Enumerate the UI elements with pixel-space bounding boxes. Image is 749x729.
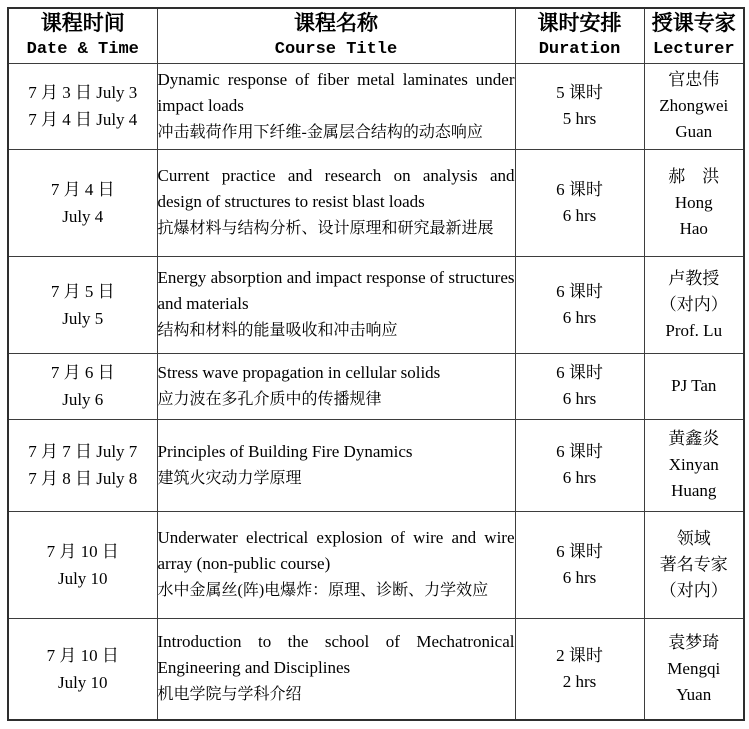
date-line: 7 月 4 日 July 4 — [28, 110, 138, 129]
lecturer-cell — [644, 256, 744, 353]
lecturer-line: Xinyan — [668, 455, 719, 474]
lecturer-line: 领域 — [676, 528, 711, 548]
course-title-zh: 建筑火灾动力学原理 — [157, 469, 302, 487]
date-line: 7 月 6 日 — [50, 363, 115, 382]
duration-cell — [515, 63, 644, 149]
lecturer-line: Huang — [671, 481, 717, 500]
course-title-zh: 机电学院与学科介绍 — [157, 686, 302, 704]
course-row — [8, 618, 744, 720]
duration-en: 6 hrs — [562, 307, 597, 327]
duration-cell — [515, 511, 644, 618]
header-course-title — [157, 8, 515, 63]
date-line: 7 月 4 日 — [50, 179, 115, 199]
lecturer-line: （对内） — [659, 294, 728, 314]
course-title-en: Underwater electrical explosion of wire and wire array (non-public course) — [157, 528, 515, 573]
lecturer-line: 郝 洪 — [668, 166, 720, 186]
header-duration — [515, 8, 644, 63]
title-cell — [157, 256, 515, 353]
date-line: July 5 — [62, 308, 104, 328]
duration-zh: 6 课时 — [556, 281, 603, 301]
date-cell — [8, 511, 157, 618]
duration-en: 5 hrs — [562, 109, 597, 128]
header-duration-en: Duration — [538, 39, 621, 59]
lecturer-cell — [644, 353, 744, 419]
lecturer-line: 官忠伟 — [668, 70, 720, 89]
lecturer-line: Guan — [675, 122, 713, 141]
duration-zh: 6 课时 — [556, 442, 603, 461]
lecturer-line: 著名专家 — [659, 554, 728, 574]
date-cell — [8, 618, 157, 720]
date-line: 7 月 7 日 July 7 — [28, 442, 138, 461]
lecturer-cell — [644, 618, 744, 720]
lecturer-line: PJ Tan — [671, 376, 717, 395]
date-cell — [8, 256, 157, 353]
lecturer-line: Prof. Lu — [665, 320, 723, 340]
course-title-zh: 水中金属丝(阵)电爆炸：原理、诊断、力学效应 — [157, 582, 489, 599]
lecturer-cell — [644, 63, 744, 149]
course-title-en: Stress wave propagation in cellular solids — [157, 362, 441, 382]
course-schedule-table — [7, 7, 745, 721]
header-lecturer — [644, 8, 744, 63]
duration-en: 2 hrs — [562, 671, 597, 691]
date-line: 7 月 10 日 — [46, 541, 119, 561]
course-row — [8, 353, 744, 419]
title-cell — [157, 353, 515, 419]
lecturer-line: Zhongwei — [659, 96, 729, 115]
header-row — [8, 8, 744, 63]
header-course-title-en: Course Title — [274, 39, 398, 59]
duration-cell — [515, 256, 644, 353]
header-lecturer-zh: 授课专家 — [651, 11, 736, 35]
date-line: July 10 — [57, 672, 108, 692]
course-title-zh: 抗爆材料与结构分析、设计原理和研究最新进展 — [157, 220, 494, 237]
date-line: 7 月 5 日 — [50, 281, 115, 301]
duration-en: 6 hrs — [562, 567, 597, 587]
date-line: July 10 — [57, 568, 108, 588]
duration-en: 6 hrs — [562, 389, 597, 408]
duration-en: 6 hrs — [562, 205, 597, 225]
header-date-time-zh: 课程时间 — [40, 11, 125, 35]
date-line: July 4 — [62, 206, 104, 226]
header-course-title-zh: 课程名称 — [294, 11, 378, 35]
course-title-zh: 结构和材料的能量吸收和冲击响应 — [157, 322, 398, 339]
course-title-en: Principles of Building Fire Dynamics — [157, 441, 413, 461]
date-cell — [8, 419, 157, 511]
date-cell — [8, 353, 157, 419]
duration-cell — [515, 419, 644, 511]
duration-cell — [515, 149, 644, 256]
title-cell — [157, 149, 515, 256]
course-row — [8, 149, 744, 256]
date-line: July 6 — [62, 390, 104, 409]
course-row — [8, 511, 744, 618]
date-line: 7 月 8 日 July 8 — [28, 469, 138, 488]
title-cell — [157, 618, 515, 720]
duration-zh: 2 课时 — [556, 645, 603, 665]
duration-zh: 5 课时 — [556, 83, 603, 102]
header-date-time — [8, 8, 157, 63]
date-cell — [8, 149, 157, 256]
lecturer-line: Hong — [674, 192, 713, 212]
lecturer-line: Hao — [679, 218, 708, 238]
date-cell — [8, 63, 157, 149]
course-title-en: Introduction to the school of Mechatronical Engineering and Disciplines — [157, 632, 515, 678]
title-cell — [157, 419, 515, 511]
course-title-zh: 应力波在多孔介质中的传播规律 — [157, 390, 382, 408]
lecturer-line: （对内） — [659, 580, 728, 600]
course-title-zh: 冲击载荷作用下纤维-金属层合结构的动态响应 — [157, 123, 483, 141]
lecturer-line: 黄鑫炎 — [668, 429, 720, 448]
course-title-en: Energy absorption and impact response of structures and materials — [157, 268, 515, 313]
header-date-time-en: Date & Time — [26, 39, 139, 59]
duration-cell — [515, 353, 644, 419]
course-row — [8, 256, 744, 353]
header-lecturer-en: Lecturer — [652, 39, 735, 59]
duration-zh: 6 课时 — [556, 179, 603, 199]
duration-en: 6 hrs — [562, 468, 597, 487]
title-cell — [157, 511, 515, 618]
course-row — [8, 63, 744, 149]
course-title-en: Dynamic response of fiber metal laminates under impact loads — [157, 69, 515, 115]
duration-zh: 6 课时 — [556, 363, 603, 382]
title-cell — [157, 63, 515, 149]
lecturer-line: Yuan — [676, 684, 712, 704]
lecturer-cell — [644, 149, 744, 256]
lecturer-line: Mengqi — [667, 658, 721, 678]
duration-zh: 6 课时 — [556, 541, 603, 561]
date-line: 7 月 10 日 — [46, 645, 119, 665]
lecturer-line: 袁梦琦 — [668, 632, 720, 652]
lecturer-cell — [644, 419, 744, 511]
lecturer-line: 卢教授 — [668, 268, 720, 288]
duration-cell — [515, 618, 644, 720]
course-title-en: Current practice and research on analysis and design of structures to resist blast loads — [157, 166, 515, 211]
header-duration-zh: 课时安排 — [537, 11, 622, 35]
course-row — [8, 419, 744, 511]
lecturer-cell — [644, 511, 744, 618]
date-line: 7 月 3 日 July 3 — [28, 83, 138, 102]
